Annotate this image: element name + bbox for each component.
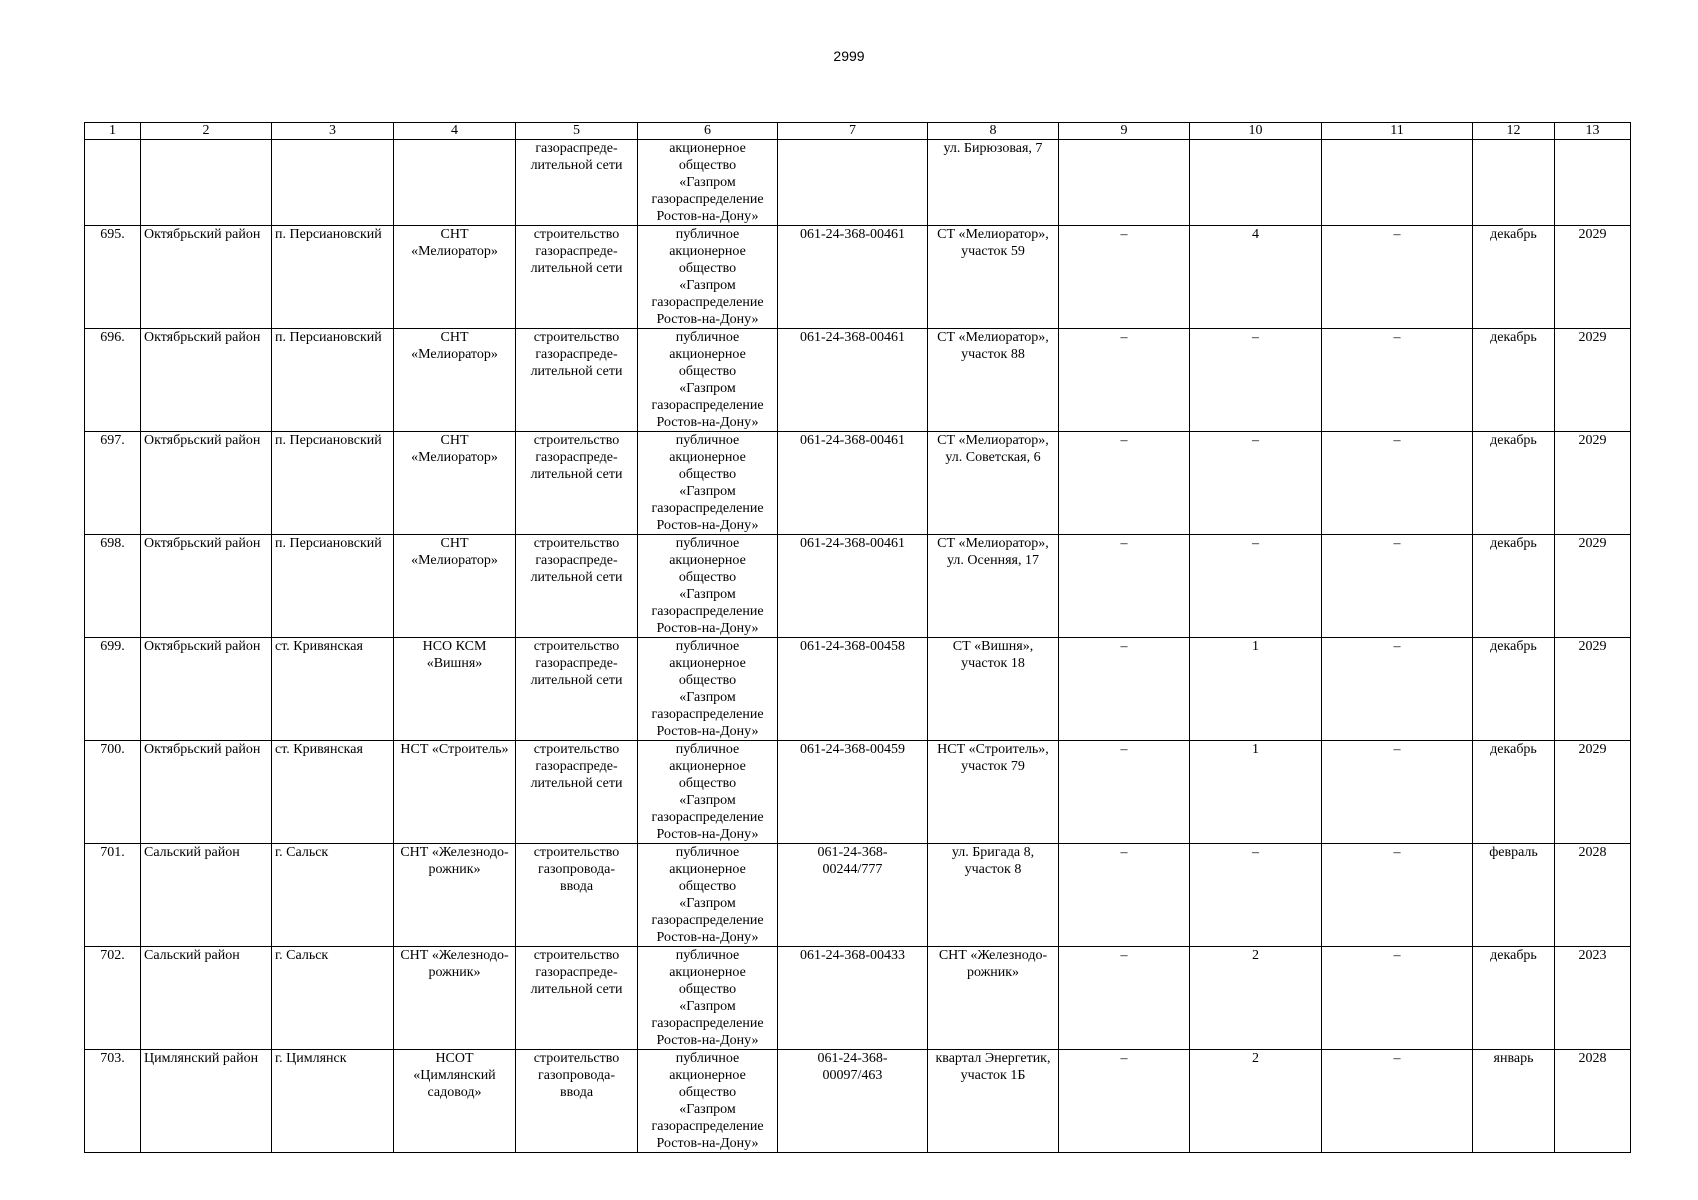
cell-object: СНТ «Железнодо- рожник»	[394, 947, 516, 1050]
cell	[1059, 140, 1190, 226]
cell-month: декабрь	[1473, 741, 1555, 844]
cell-settlement: п. Персиановский	[272, 535, 394, 638]
cell-col10: 2	[1190, 947, 1322, 1050]
cell-address: СНТ «Железнодо- рожник»	[928, 947, 1059, 1050]
cell-address: СТ «Мелиоратор», ул. Осенняя, 17	[928, 535, 1059, 638]
cell-year: 2029	[1555, 432, 1631, 535]
cell-col9: –	[1059, 844, 1190, 947]
cell-organization: публичное акционерное общество «Газпром газораспределение Ростов-на-Дону»	[638, 329, 778, 432]
cell-month: декабрь	[1473, 947, 1555, 1050]
column-header: 4	[394, 123, 516, 140]
cell-object: СНТ «Мелиоратор»	[394, 226, 516, 329]
cell-year: 2029	[1555, 329, 1631, 432]
cell-address: СТ «Мелиоратор», участок 59	[928, 226, 1059, 329]
column-header: 1	[85, 123, 141, 140]
cell-district: Сальский район	[141, 844, 272, 947]
cell-col10: –	[1190, 844, 1322, 947]
cell	[1555, 140, 1631, 226]
table-row	[85, 432, 1631, 535]
cell-work-type: строительство газораспреде- лительной сети	[516, 329, 638, 432]
cell-month: декабрь	[1473, 329, 1555, 432]
cell-settlement: ст. Кривянская	[272, 741, 394, 844]
cell-address: квартал Энергетик, участок 1Б	[928, 1050, 1059, 1153]
cell-organization: публичное акционерное общество «Газпром газораспределение Ростов-на-Дону»	[638, 535, 778, 638]
cell-row-number: 702.	[85, 947, 141, 1050]
register-table	[84, 122, 1631, 1153]
cell-district: Цимлянский район	[141, 1050, 272, 1153]
cell-row-number: 700.	[85, 741, 141, 844]
cell-col11: –	[1322, 329, 1473, 432]
cell-work-type: строительство газораспреде- лительной сети	[516, 226, 638, 329]
cell-address: НСТ «Строитель», участок 79	[928, 741, 1059, 844]
cell-object: СНТ «Мелиоратор»	[394, 432, 516, 535]
cell-district: Октябрьский район	[141, 432, 272, 535]
cell-object: НСТ «Строитель»	[394, 741, 516, 844]
cell-district: Октябрьский район	[141, 329, 272, 432]
cell-col11: –	[1322, 741, 1473, 844]
cell-month: декабрь	[1473, 638, 1555, 741]
cell-application-number: 061-24-368-00461	[778, 535, 928, 638]
cell-work-type: строительство газораспреде- лительной сети	[516, 535, 638, 638]
cell-application-number: 061-24-368-00459	[778, 741, 928, 844]
cell-object: СНТ «Мелиоратор»	[394, 535, 516, 638]
cell-col11: –	[1322, 947, 1473, 1050]
cell-col9: –	[1059, 226, 1190, 329]
cell-district: Октябрьский район	[141, 638, 272, 741]
column-header: 10	[1190, 123, 1322, 140]
table-row	[85, 638, 1631, 741]
cell-application-number: 061-24-368-00461	[778, 329, 928, 432]
cell-object: НСО КСМ «Вишня»	[394, 638, 516, 741]
cell-year: 2023	[1555, 947, 1631, 1050]
cell-col10: –	[1190, 329, 1322, 432]
cell-col11: –	[1322, 844, 1473, 947]
cell-work-type: строительство газораспреде- лительной сети	[516, 638, 638, 741]
cell-organization: публичное акционерное общество «Газпром газораспределение Ростов-на-Дону»	[638, 1050, 778, 1153]
cell-object: СНТ «Железнодо- рожник»	[394, 844, 516, 947]
column-header: 5	[516, 123, 638, 140]
cell-col11: –	[1322, 638, 1473, 741]
page-number: 2999	[833, 48, 865, 64]
table-row	[85, 844, 1631, 947]
cell-row-number: 696.	[85, 329, 141, 432]
cell-col10: –	[1190, 535, 1322, 638]
cell-year: 2029	[1555, 226, 1631, 329]
cell-col11: –	[1322, 432, 1473, 535]
cell-work-type: газораспреде- лительной сети	[516, 140, 638, 226]
cell-organization: публичное акционерное общество «Газпром газораспределение Ростов-на-Дону»	[638, 844, 778, 947]
cell-organization: публичное акционерное общество «Газпром газораспределение Ростов-на-Дону»	[638, 741, 778, 844]
cell-application-number: 061-24-368-00461	[778, 432, 928, 535]
cell-row-number: 695.	[85, 226, 141, 329]
cell-district: Сальский район	[141, 947, 272, 1050]
cell-col11: –	[1322, 226, 1473, 329]
cell-work-type: строительство газопровода- ввода	[516, 1050, 638, 1153]
table-row	[85, 535, 1631, 638]
cell-month: январь	[1473, 1050, 1555, 1153]
cell-organization: акционерное общество «Газпром газораспределение Ростов-на-Дону»	[638, 140, 778, 226]
cell-month: декабрь	[1473, 432, 1555, 535]
column-header: 12	[1473, 123, 1555, 140]
column-header: 13	[1555, 123, 1631, 140]
cell-col9: –	[1059, 741, 1190, 844]
cell-object: СНТ «Мелиоратор»	[394, 329, 516, 432]
cell-work-type: строительство газораспреде- лительной сети	[516, 947, 638, 1050]
table-row	[85, 741, 1631, 844]
cell-year: 2029	[1555, 638, 1631, 741]
column-header: 9	[1059, 123, 1190, 140]
cell-year: 2028	[1555, 1050, 1631, 1153]
table-row	[85, 329, 1631, 432]
cell-row-number: 699.	[85, 638, 141, 741]
cell-year: 2029	[1555, 535, 1631, 638]
cell-work-type: строительство газораспреде- лительной сети	[516, 741, 638, 844]
cell-district: Октябрьский район	[141, 226, 272, 329]
table-row	[85, 226, 1631, 329]
cell-work-type: строительство газопровода- ввода	[516, 844, 638, 947]
cell-district: Октябрьский район	[141, 741, 272, 844]
cell-address: ул. Бригада 8, участок 8	[928, 844, 1059, 947]
cell-col11: –	[1322, 535, 1473, 638]
continuation-row	[85, 140, 1631, 226]
cell-row-number: 697.	[85, 432, 141, 535]
table-row	[85, 947, 1631, 1050]
cell-organization: публичное акционерное общество «Газпром газораспределение Ростов-на-Дону»	[638, 432, 778, 535]
cell-organization: публичное акционерное общество «Газпром газораспределение Ростов-на-Дону»	[638, 226, 778, 329]
cell-organization: публичное акционерное общество «Газпром газораспределение Ростов-на-Дону»	[638, 638, 778, 741]
cell-application-number: 061-24-368- 00244/777	[778, 844, 928, 947]
cell-row-number: 701.	[85, 844, 141, 947]
cell-col9: –	[1059, 535, 1190, 638]
cell	[272, 140, 394, 226]
cell-application-number: 061-24-368-00458	[778, 638, 928, 741]
cell	[141, 140, 272, 226]
cell-settlement: г. Сальск	[272, 947, 394, 1050]
cell-organization: публичное акционерное общество «Газпром газораспределение Ростов-на-Дону»	[638, 947, 778, 1050]
cell-settlement: ст. Кривянская	[272, 638, 394, 741]
cell-object: НСОТ «Цимлянский садовод»	[394, 1050, 516, 1153]
cell-year: 2028	[1555, 844, 1631, 947]
cell-row-number: 698.	[85, 535, 141, 638]
cell-settlement: г. Цимлянск	[272, 1050, 394, 1153]
cell-district: Октябрьский район	[141, 535, 272, 638]
cell-month: декабрь	[1473, 226, 1555, 329]
cell-month: декабрь	[1473, 535, 1555, 638]
cell	[1322, 140, 1473, 226]
cell-address: ул. Бирюзовая, 7	[928, 140, 1059, 226]
table-row	[85, 1050, 1631, 1153]
cell-col10: 1	[1190, 741, 1322, 844]
cell-col10: –	[1190, 432, 1322, 535]
cell-col9: –	[1059, 638, 1190, 741]
cell	[1473, 140, 1555, 226]
cell-application-number: 061-24-368-00433	[778, 947, 928, 1050]
cell-year: 2029	[1555, 741, 1631, 844]
cell-application-number: 061-24-368-00461	[778, 226, 928, 329]
cell-row-number: 703.	[85, 1050, 141, 1153]
cell-address: СТ «Мелиоратор», ул. Советская, 6	[928, 432, 1059, 535]
cell-col9: –	[1059, 329, 1190, 432]
cell	[85, 140, 141, 226]
cell-address: СТ «Вишня», участок 18	[928, 638, 1059, 741]
cell-address: СТ «Мелиоратор», участок 88	[928, 329, 1059, 432]
cell-settlement: г. Сальск	[272, 844, 394, 947]
cell-col10: 2	[1190, 1050, 1322, 1153]
cell-application-number: 061-24-368- 00097/463	[778, 1050, 928, 1153]
cell-col10: 4	[1190, 226, 1322, 329]
cell-col10: 1	[1190, 638, 1322, 741]
cell-settlement: п. Персиановский	[272, 329, 394, 432]
column-header: 6	[638, 123, 778, 140]
cell	[394, 140, 516, 226]
column-number-row	[85, 123, 1631, 140]
cell-col9: –	[1059, 432, 1190, 535]
column-header: 2	[141, 123, 272, 140]
cell	[1190, 140, 1322, 226]
cell-work-type: строительство газораспреде- лительной сети	[516, 432, 638, 535]
cell-col9: –	[1059, 947, 1190, 1050]
cell-settlement: п. Персиановский	[272, 432, 394, 535]
cell	[778, 140, 928, 226]
table-body	[85, 140, 1631, 1153]
column-header: 3	[272, 123, 394, 140]
column-header: 7	[778, 123, 928, 140]
column-header: 11	[1322, 123, 1473, 140]
cell-month: февраль	[1473, 844, 1555, 947]
cell-col9: –	[1059, 1050, 1190, 1153]
cell-col11: –	[1322, 1050, 1473, 1153]
cell-settlement: п. Персиановский	[272, 226, 394, 329]
column-header: 8	[928, 123, 1059, 140]
